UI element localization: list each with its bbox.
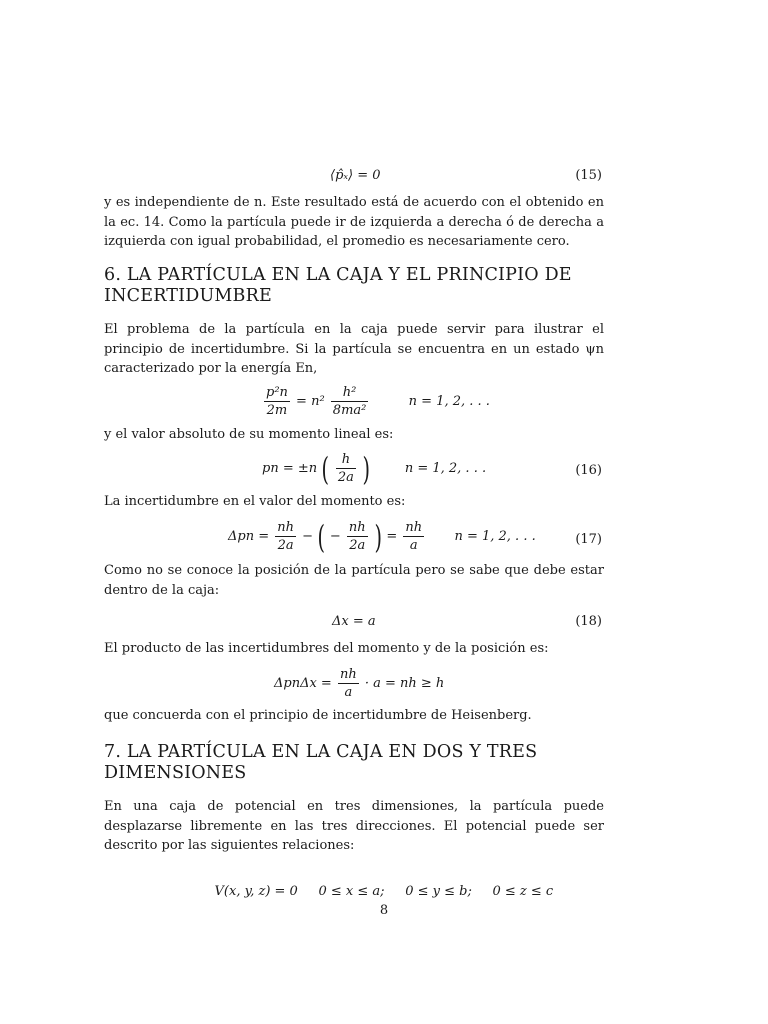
eq17-f1-denominator: 2a [277, 538, 294, 553]
eq17-f2-numerator: nh [348, 520, 366, 535]
equation-product [274, 667, 444, 700]
equation-number-18: (18) [575, 614, 602, 629]
energy-lhs-denominator: 2m [266, 403, 288, 418]
eq16-lhs: pn = ±n [262, 461, 318, 476]
eq17-f1-numerator: nh [277, 520, 294, 535]
equation-18-body: Δx = a [332, 614, 376, 629]
energy-rhs-denominator: 8ma² [332, 403, 367, 418]
section-7-heading: 7. LA PARTÍCULA EN LA CAJA EN DOS Y TRES DIMENSIONES [104, 742, 538, 783]
equation-16 [262, 449, 487, 488]
paragraph-section7-intro: En una caja de potencial en tres dimensiones, la partícula puede desplazarse libremente en las tres direcciones. El potencial puede ser descrito por las siguientes relaciones: [104, 799, 604, 853]
product-fraction [338, 667, 359, 700]
eq17-fraction-3 [403, 520, 424, 553]
eq17-fraction-2 [347, 520, 368, 553]
page-number: 8 [379, 903, 389, 918]
eq17-f2-denominator: 2a [349, 538, 366, 553]
energy-lhs-fraction [264, 385, 290, 418]
eq17-equals: = [386, 529, 398, 544]
paragraph-momentum: y el valor absoluto de su momento lineal es: [104, 427, 394, 442]
equation-number-16: (16) [575, 463, 602, 478]
equation-number-15: (15) [575, 168, 602, 183]
paragraph-uncertainty: La incertidumbre en el valor del momento es: [104, 494, 406, 509]
paragraph-product: El producto de las incertidumbres del momento y de la posición es: [104, 641, 549, 656]
energy-condition: n = 1, 2, . . . [408, 394, 490, 409]
left-paren: ( [321, 449, 330, 488]
paragraph-position: Como no se conoce la posición de la partícula pero se sabe que debe estar dentro de la caja: [104, 563, 604, 598]
paragraph-section6-intro: El problema de la partícula en la caja puede servir para ilustrar el principio de incertidumbre. Si la partícula se encuentra en un estado ψn caracterizado por la energía En, [104, 322, 604, 376]
eq17-f3-denominator: a [409, 538, 418, 553]
paragraph-after-eq15: y es independiente de n. Este resultado está de acuerdo con el obtenido en la ec. 14. Como la partícula puede ir de izquierda a derecha ó de derecha a izquierda con igual probabilidad, el promedio es necesariamente cero. [104, 195, 604, 249]
equation-17 [228, 517, 536, 556]
eq17-inner-minus: − [329, 529, 341, 544]
equation-energy [262, 385, 490, 418]
paragraph-heisenberg: que concuerda con el principio de incertidumbre de Heisenberg. [104, 708, 532, 723]
left-paren: ( [317, 517, 326, 556]
section-6-heading: 6. LA PARTÍCULA EN LA CAJA Y EL PRINCIPIO DE INCERTIDUMBRE [104, 265, 572, 306]
potential-body: V(x, y, z) = 0 0 ≤ x ≤ a; 0 ≤ y ≤ b; 0 ≤ z ≤ c [214, 884, 554, 899]
right-paren: ) [374, 517, 382, 556]
energy-rhs-fraction [331, 385, 369, 418]
energy-lhs-numerator: p²n [266, 385, 288, 400]
equation-number-17: (17) [575, 532, 602, 547]
energy-mid: = n² [296, 394, 325, 409]
equation-18 [332, 614, 376, 629]
right-paren: ) [362, 449, 371, 488]
product-rhs: · a = nh ≥ h [364, 676, 445, 691]
eq17-minus: − [302, 529, 314, 544]
product-numerator: nh [339, 667, 357, 682]
product-denominator: a [344, 685, 353, 700]
eq16-fraction [336, 452, 356, 485]
eq17-f3-numerator: nh [405, 520, 423, 535]
energy-rhs-numerator: h² [331, 385, 369, 402]
eq17-fraction-1 [275, 520, 296, 553]
eq17-lhs: Δpn = [228, 529, 270, 544]
eq16-numerator: h [336, 452, 356, 469]
eq16-denominator: 2a [337, 470, 354, 485]
product-lhs: ΔpnΔx = [274, 676, 332, 691]
eq16-condition: n = 1, 2, . . . [404, 461, 487, 476]
equation-15-body: ⟨p̂ₓ⟩ = 0 [330, 168, 381, 183]
equation-15 [330, 168, 381, 183]
eq17-condition: n = 1, 2, . . . [454, 529, 536, 544]
